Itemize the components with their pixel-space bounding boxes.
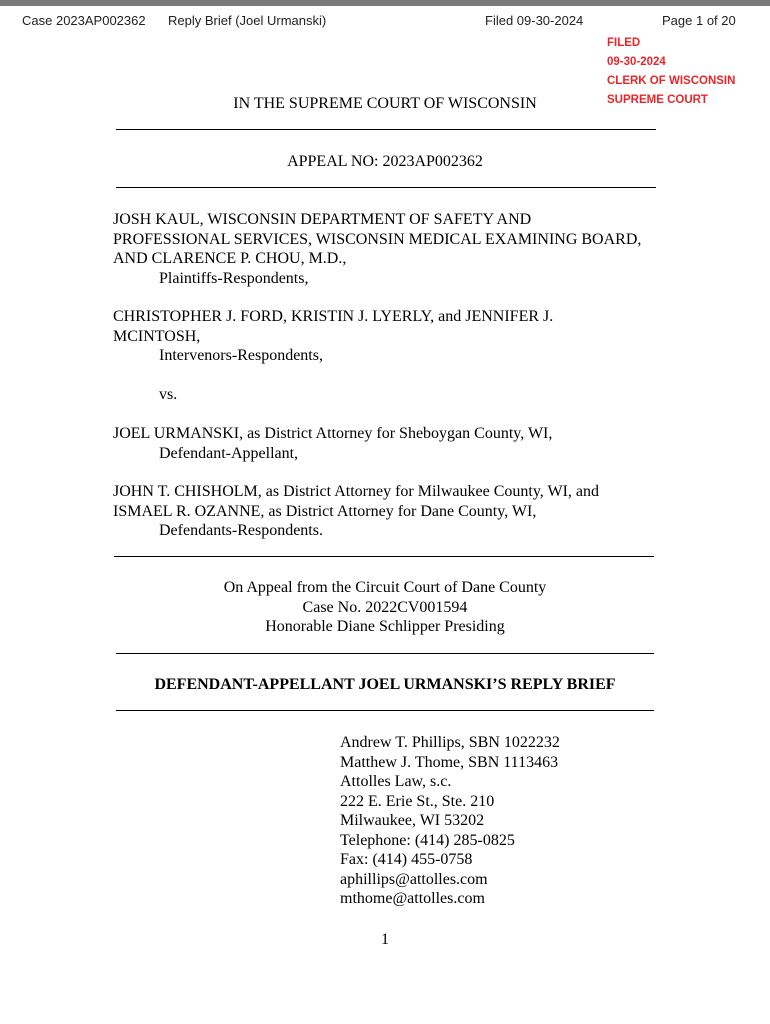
header-page-count: Page 1 of 20 <box>662 13 736 28</box>
counsel-line: Milwaukee, WI 53202 <box>340 812 485 829</box>
stamp-line: SUPREME COURT <box>607 94 708 106</box>
appeal-origin-line: Case No. 2022CV001594 <box>302 598 468 616</box>
stamp-line: 09-30-2024 <box>607 56 666 68</box>
divider <box>114 556 654 557</box>
page-number: 1 <box>381 931 389 948</box>
divider <box>116 653 654 654</box>
counsel-line: Fax: (414) 455-0758 <box>340 851 473 868</box>
divider <box>116 129 656 130</box>
appeal-origin-line: Honorable Diane Schlipper Presiding <box>265 618 505 635</box>
party-line: ISMAEL R. OZANNE, as District Attorney for Dane County, WI, <box>113 502 537 520</box>
party-role: Intervenors-Respondents, <box>159 347 323 364</box>
appellant-block <box>113 424 552 463</box>
header-filed-date: Filed 09-30-2024 <box>485 13 584 28</box>
counsel-line: Andrew T. Phillips, SBN 1022232 <box>340 734 560 751</box>
defendants-block <box>113 482 599 541</box>
party-line: AND CLARENCE P. CHOU, M.D., <box>113 250 347 267</box>
counsel-line: Matthew J. Thome, SBN 1113463 <box>340 753 559 771</box>
party-line: PROFESSIONAL SERVICES, WISCONSIN MEDICAL EXAMINING BOARD, <box>113 230 642 248</box>
appeal-origin-line: On Appeal from the Circuit Court of Dane County <box>223 579 547 596</box>
stamp-line: FILED <box>607 37 641 49</box>
stamp-line: CLERK OF WISCONSIN <box>607 75 736 87</box>
party-role: Defendant-Appellant, <box>159 444 299 462</box>
appeal-origin <box>115 578 655 637</box>
header-case-number: Case 2023AP002362 <box>22 13 146 28</box>
counsel-line: 222 E. Erie St., Ste. 210 <box>340 792 495 810</box>
counsel-email[interactable]: mthome@attolles.com <box>340 890 485 907</box>
intervenors-block <box>113 307 553 366</box>
header-document-title: Reply Brief (Joel Urmanski) <box>168 13 327 28</box>
party-role: Plaintiffs-Respondents, <box>159 269 309 287</box>
party-line: JOHN T. CHISHOLM, as District Attorney for Milwaukee County, WI, and <box>113 483 600 500</box>
versus: vs. <box>159 386 178 403</box>
counsel-block <box>340 733 560 909</box>
divider <box>116 710 654 711</box>
court-name: IN THE SUPREME COURT OF WISCONSIN <box>233 95 537 112</box>
counsel-line: Telephone: (414) 285-0825 <box>340 831 515 849</box>
party-line: JOEL URMANSKI, as District Attorney for Sheboygan County, WI, <box>113 425 553 442</box>
party-role: Defendants-Respondents. <box>159 522 323 539</box>
party-line: CHRISTOPHER J. FORD, KRISTIN J. LYERLY, and JENNIFER J. <box>113 308 554 325</box>
appeal-number: APPEAL NO: 2023AP002362 <box>287 153 483 170</box>
plaintiffs-block <box>113 210 641 288</box>
party-line: MCINTOSH, <box>113 327 201 345</box>
counsel-line: Attolles Law, s.c. <box>340 773 452 790</box>
brief-title: DEFENDANT-APPELLANT JOEL URMANSKI’S REPLY BRIEF <box>154 676 616 693</box>
divider <box>116 187 656 188</box>
top-bar <box>0 0 770 6</box>
party-line: JOSH KAUL, WISCONSIN DEPARTMENT OF SAFETY AND <box>113 211 532 228</box>
counsel-email[interactable]: aphillips@attolles.com <box>340 870 488 888</box>
